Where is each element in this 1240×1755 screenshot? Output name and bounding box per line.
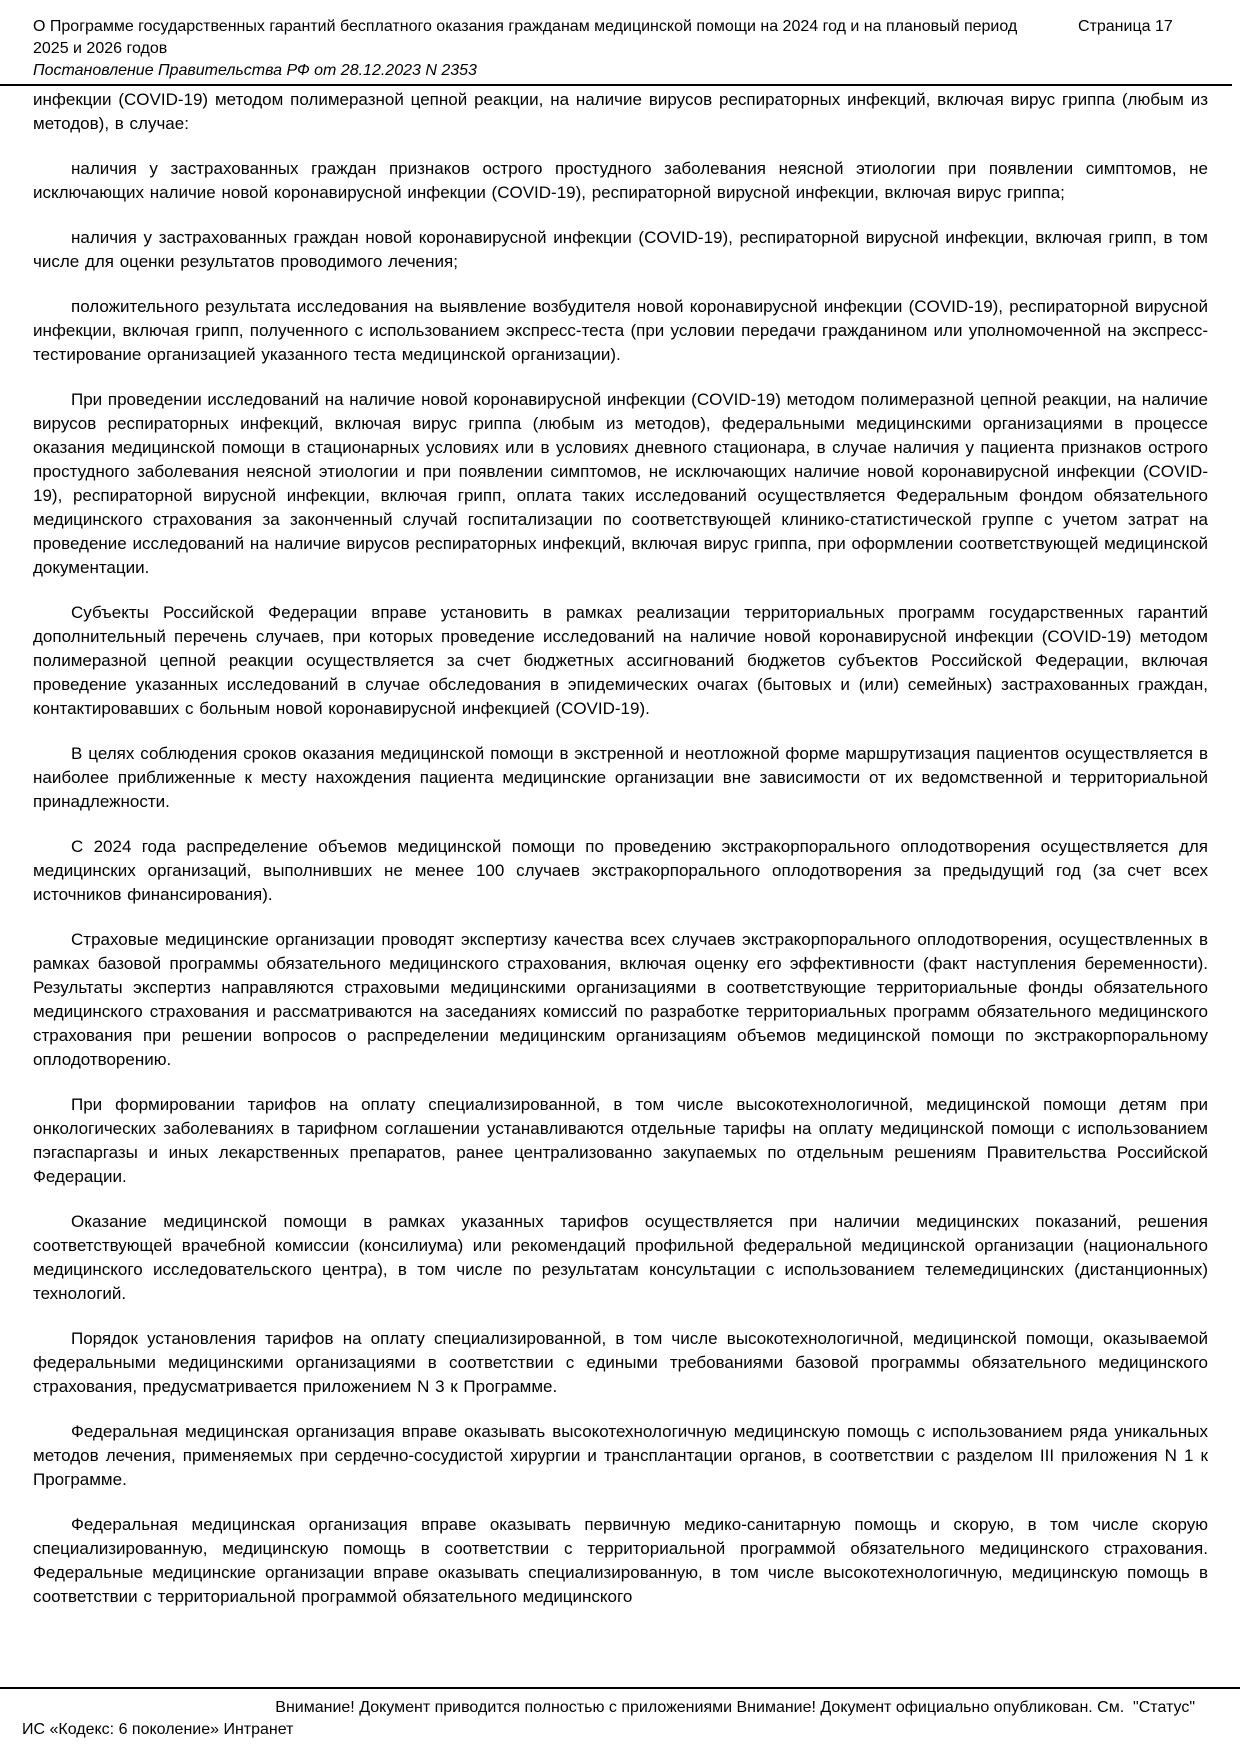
paragraph: Федеральная медицинская организация вправе оказывать первичную медико-санитарную помощь и скорую, в том числе скорую специализированную, медицинскую помощь в соответствии с территориальной программой обязательного медицинского страхования. Федеральные медицинские организации вправе оказывать специализированную, в том числе высокотехнологичную, медицинскую помощь в соответствии с территориальной программой обязательного медицинского [33,1515,1208,1606]
paragraph: При формировании тарифов на оплату специализированной, в том числе высокотехнологичной, медицинской помощи детям при онкологических заболеваниях в тарифном соглашении устанавливаются отдельные тарифы на оплату медицинской помощи с использованием пэгаспаргазы и иных лекарственных препаратов, ранее централизованно закупаемых по отдельным решениям Правительства Российской Федерации. [33,1095,1208,1186]
paragraph: В целях соблюдения сроков оказания медицинской помощи в экстренной и неотложной форме маршрутизация пациентов осуществляется в наиболее приближенные к месту нахождения пациента медицинские организации вне зависимости от их ведомственной и территориальной принадлежности. [33,744,1208,811]
paragraph: Федеральная медицинская организация вправе оказывать высокотехнологичную медицинскую помощь с использованием ряда уникальных методов лечения, применяемых при сердечно-сосудистой хирургии и трансплантации органов, в соответствии с разделом III приложения N 1 к Программе. [33,1422,1208,1489]
page-footer [0,1687,1240,1755]
page-header [0,0,1240,84]
document-title: О Программе государственных гарантий бесплатного оказания гражданам медицинской помощи на 2024 год и на плановый период 2025 и 2026 годов [33,18,1018,57]
footer-notice: Внимание! Документ приводится полностью с приложениями Внимание! Документ официально опубликован. См. "Статус" [275,1699,1195,1716]
footer-source: ИС «Кодекс: 6 поколение» Интранет [22,1721,294,1738]
page-number-label: Страница 17 [1078,18,1173,35]
paragraph: положительного результата исследования на выявление возбудителя новой коронавирусной инфекции (COVID-19), респираторной вирусной инфекции, включая грипп, полученного с использованием экспресс-теста (при условии передачи гражданином или уполномоченной на экспресс-тестирование организацией указанного теста медицинской организации). [33,297,1208,364]
paragraph: инфекции (COVID-19) методом полимеразной цепной реакции, на наличие вирусов респираторных инфекций, включая вирус гриппа (любым из методов), в случае: [33,90,1208,133]
paragraph: С 2024 года распределение объемов медицинской помощи по проведению экстракорпорального оплодотворения осуществляется для медицинских организаций, выполнивших не менее 100 случаев экстракорпорального оплодотворения за предыдущий год (за счет всех источников финансирования). [33,837,1208,904]
paragraph: наличия у застрахованных граждан новой коронавирусной инфекции (COVID-19), респираторной вирусной инфекции, включая грипп, в том числе для оценки результатов проводимого лечения; [33,228,1208,271]
paragraph: Субъекты Российской Федерации вправе установить в рамках реализации территориальных программ государственных гарантий дополнительный перечень случаев, при которых проведение исследований на наличие новой коронавирусной инфекции (COVID-19) методом полимеразной цепной реакции осуществляется за счет бюджетных ассигнований бюджетов субъектов Российской Федерации, включая проведение указанных исследований в случае обследования в эпидемических очагах (бытовых и (или) семейных) застрахованных граждан, контактировавших с больным новой коронавирусной инфекцией (COVID-19). [33,603,1208,718]
paragraph: Страховые медицинские организации проводят экспертизу качества всех случаев экстракорпорального оплодотворения, осуществленных в рамках базовой программы обязательного медицинского страхования, включая оценку его эффективности (факт наступления беременности). Результаты экспертиз направляются страховыми медицинскими организациями в соответствующие территориальные фонды обязательного медицинского страхования и рассматриваются на заседаниях комиссий по разработке территориальных программ обязательного медицинского страхования при решении вопросов о распределении медицинским организациям объемов медицинской помощи по экстракорпоральному оплодотворению. [33,930,1208,1069]
document-subtitle: Постановление Правительства РФ от 28.12.2023 N 2353 [33,62,477,79]
document-body [0,86,1240,1609]
paragraph: Порядок установления тарифов на оплату специализированной, в том числе высокотехнологичной, медицинской помощи, оказываемой федеральными медицинскими организациями в соответствии с едиными требованиями базовой программы обязательного медицинского страхования, предусматривается приложением N 3 к Программе. [33,1329,1208,1396]
paragraph: При проведении исследований на наличие новой коронавирусной инфекции (COVID-19) методом полимеразной цепной реакции, на наличие вирусов респираторных инфекций, включая вирус гриппа (любым из методов), федеральными медицинскими организациями в процессе оказания медицинской помощи в стационарных условиях или в условиях дневного стационара, в случае наличия у пациента признаков острого простудного заболевания неясной этиологии и при появлении симптомов, не исключающих наличие новой коронавирусной инфекции (COVID-19), респираторной вирусной инфекции, включая грипп, оплата таких исследований осуществляется Федеральным фондом обязательного медицинского страхования за законченный случай госпитализации по соответствующей клинико-статистической группе с учетом затрат на проведение исследований на наличие вирусов респираторных инфекций, включая вирус гриппа, при оформлении соответствующей медицинской документации. [33,390,1208,577]
paragraph: наличия у застрахованных граждан признаков острого простудного заболевания неясной этиологии при появлении симптомов, не исключающих наличие новой коронавирусной инфекции (COVID-19), респираторной вирусной инфекции, включая вирус гриппа; [33,159,1208,202]
paragraph: Оказание медицинской помощи в рамках указанных тарифов осуществляется при наличии медицинских показаний, решения соответствующей врачебной комиссии (консилиума) или рекомендаций профильной федеральной медицинской организации (национального медицинского исследовательского центра), в том числе по результатам консультации с использованием телемедицинских (дистанционных) технологий. [33,1212,1208,1303]
